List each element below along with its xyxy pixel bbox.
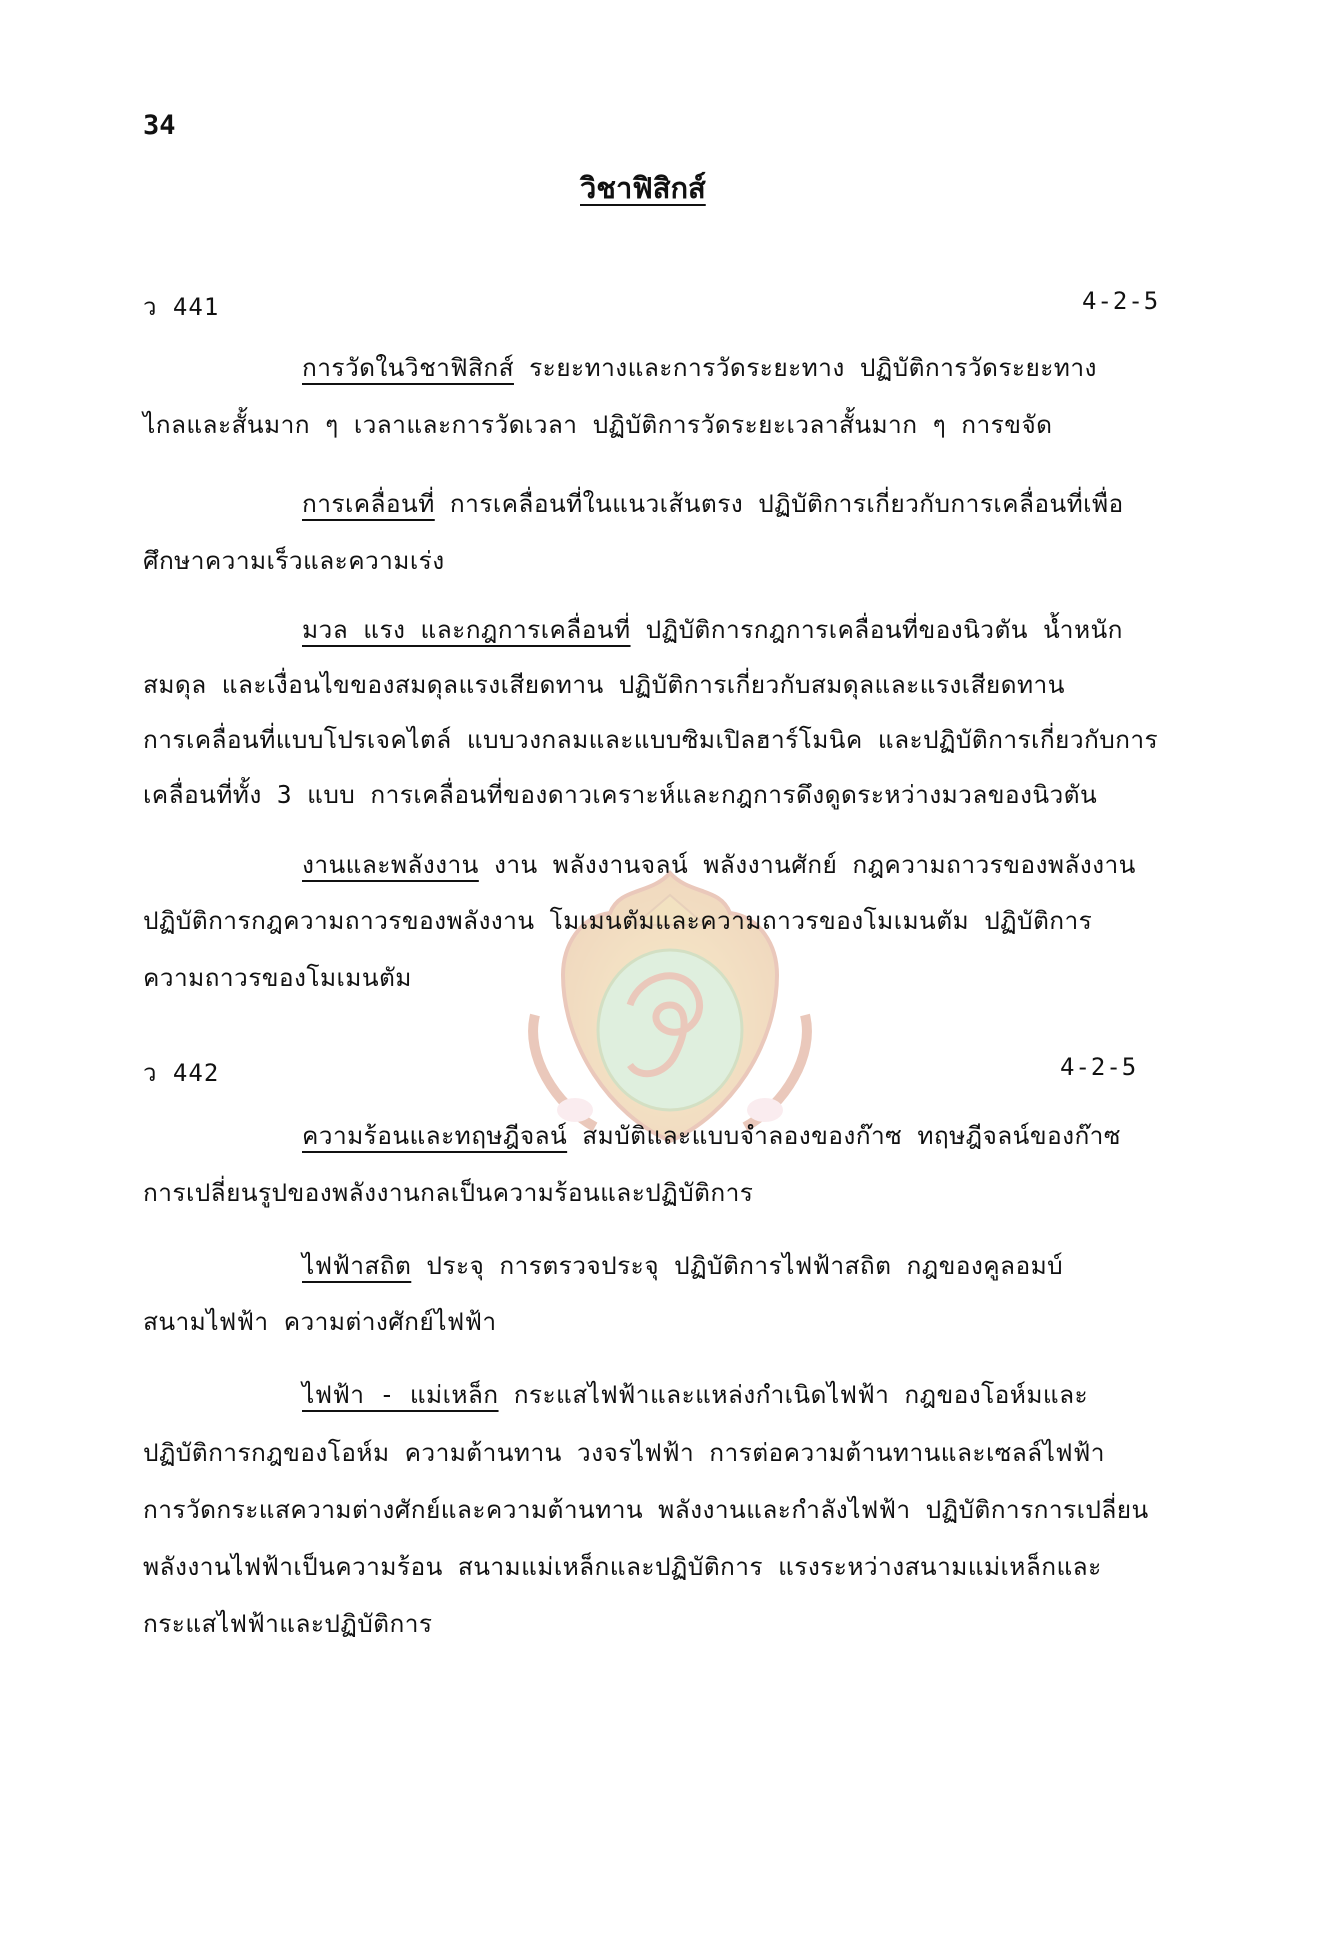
course-credits: 4-2-5 <box>1060 1053 1138 1081</box>
course-description-line <box>302 615 1123 644</box>
course-code: ว 442 <box>143 1059 220 1087</box>
line-text: ความถาวรของโมเมนตัม <box>143 963 412 992</box>
course-description-line <box>143 963 412 992</box>
course-description-line <box>143 410 1053 439</box>
course-description-line <box>143 1609 433 1638</box>
line-text: งาน พลังงานจลน์ พลังงานศักย์ กฎความถาวรของพลังงาน <box>478 850 1136 879</box>
topic-heading: การวัดในวิชาฟิสิกส์ <box>302 353 514 382</box>
course-description-line <box>302 1251 1064 1280</box>
line-text: กระแสไฟฟ้าและปฏิบัติการ <box>143 1609 433 1638</box>
line-text: สมดุล และเงื่อนไขของสมดุลแรงเสียดทาน ปฏิบัติการเกี่ยวกับสมดุลและแรงเสียดทาน <box>143 670 1065 699</box>
line-text: ประจุ การตรวจประจุ ปฏิบัติการไฟฟ้าสถิต กฎของคูลอมบ์ <box>411 1251 1064 1280</box>
course-description-line <box>143 1307 497 1336</box>
line-text: ปฏิบัติการกฎการเคลื่อนที่ของนิวตัน น้ำหนัก <box>630 615 1123 644</box>
course-description-line <box>143 780 1098 809</box>
line-text: สมบัติและแบบจำลองของก๊าซ ทฤษฎีจลน์ของก๊าซ <box>567 1121 1121 1150</box>
line-text: ศึกษาความเร็วและความเร่ง <box>143 546 445 575</box>
line-text: ปฏิบัติการกฎความถาวรของพลังงาน โมเมนตัมและความถาวรของโมเมนตัม ปฏิบัติการ <box>143 906 1093 935</box>
topic-heading: มวล แรง และกฎการเคลื่อนที่ <box>302 615 631 644</box>
course-description-line <box>143 670 1065 699</box>
line-text: ไกลและสั้นมาก ๆ เวลาและการวัดเวลา ปฏิบัติการวัดระยะเวลาสั้นมาก ๆ การขจัด <box>143 410 1053 439</box>
line-text: การวัดกระแสความต่างศักย์และความต้านทาน พลังงานและกำลังไฟฟ้า ปฏิบัติการการเปลี่ยน <box>143 1495 1149 1524</box>
course-description-line <box>143 725 1159 754</box>
course-description-line <box>143 546 445 575</box>
topic-heading: ความร้อนและทฤษฎีจลน์ <box>302 1121 568 1150</box>
line-text: เคลื่อนที่ทั้ง 3 แบบ การเคลื่อนที่ของดาวเคราะห์และกฎการดึงดูดระหว่างมวลของนิวตัน <box>143 780 1098 809</box>
topic-heading: ไฟฟ้า - แม่เหล็ก <box>302 1380 499 1409</box>
line-text: พลังงานไฟฟ้าเป็นความร้อน สนามแม่เหล็กและปฏิบัติการ แรงระหว่างสนามแม่เหล็กและ <box>143 1552 1102 1581</box>
course-description-line <box>143 1438 1105 1467</box>
line-text: สนามไฟฟ้า ความต่างศักย์ไฟฟ้า <box>143 1307 497 1336</box>
course-description-line <box>143 1178 754 1207</box>
line-text: การเปลี่ยนรูปของพลังงานกลเป็นความร้อนและปฏิบัติการ <box>143 1178 754 1207</box>
page-title: วิชาฟิสิกส์ <box>580 171 706 205</box>
course-description-line <box>143 906 1093 935</box>
course-description-line <box>302 1380 1089 1409</box>
course-description-line <box>302 353 1097 382</box>
line-text: ระยะทางและการวัดระยะทาง ปฏิบัติการวัดระยะทาง <box>513 353 1097 382</box>
course-description-line <box>143 1552 1102 1581</box>
course-code: ว 441 <box>143 293 220 321</box>
course-credits: 4-2-5 <box>1082 287 1160 315</box>
course-description-line <box>302 489 1124 518</box>
topic-heading: การเคลื่อนที่ <box>302 489 435 518</box>
line-text: กระแสไฟฟ้าและแหล่งกำเนิดไฟฟ้า กฎของโอห์มและ <box>498 1380 1089 1409</box>
course-description-line <box>302 850 1136 879</box>
line-text: ปฏิบัติการกฎของโอห์ม ความต้านทาน วงจรไฟฟ้า การต่อความต้านทานและเซลล์ไฟฟ้า <box>143 1438 1105 1467</box>
course-description-line <box>302 1121 1121 1150</box>
topic-heading: ไฟฟ้าสถิต <box>302 1251 412 1280</box>
line-text: การเคลื่อนที่ในแนวเส้นตรง ปฏิบัติการเกี่ยวกับการเคลื่อนที่เพื่อ <box>434 489 1124 518</box>
topic-heading: งานและพลังงาน <box>302 850 479 879</box>
page-number: 34 <box>143 110 176 141</box>
course-description-line <box>143 1495 1149 1524</box>
line-text: การเคลื่อนที่แบบโปรเจคไตล์ แบบวงกลมและแบบซิมเปิลฮาร์โมนิค และปฏิบัติการเกี่ยวกับการ <box>143 725 1159 754</box>
